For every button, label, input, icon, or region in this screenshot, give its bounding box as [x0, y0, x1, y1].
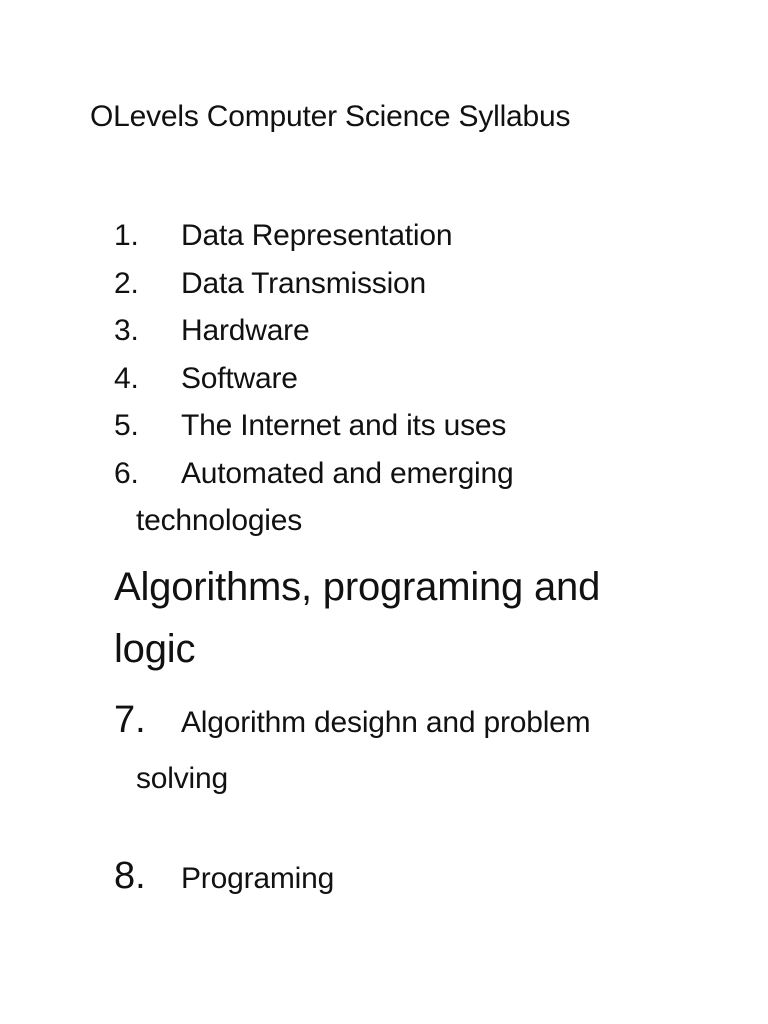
- section-heading: [114, 556, 674, 680]
- list-item: [114, 850, 674, 910]
- list-item-number: 3.: [114, 314, 139, 347]
- list-item: [114, 307, 674, 355]
- list-item-label: The Internet and its uses: [181, 409, 507, 442]
- list-item: [114, 694, 674, 804]
- list-item-continuation: solving: [136, 762, 228, 795]
- list-item-label: Software: [181, 361, 298, 395]
- list-item: [114, 212, 674, 260]
- list-item: [114, 450, 674, 498]
- list-item-label: Data Transmission: [181, 266, 427, 300]
- list-item: [114, 355, 674, 403]
- section-heading-line: Algorithms, programing and: [114, 565, 601, 609]
- list-item: [114, 260, 674, 308]
- list-item: [114, 402, 674, 450]
- list-item-number: 4.: [114, 361, 139, 395]
- list-item-label: Automated and emerging: [181, 456, 514, 490]
- list-item-label: Programing: [181, 862, 335, 895]
- section-heading-line: logic: [114, 627, 196, 671]
- topic-list: [114, 212, 674, 545]
- list-item-label: Data Representation: [181, 219, 453, 252]
- list-item-number: 1.: [114, 219, 139, 252]
- document-title: OLevels Computer Science Syllabus: [90, 100, 571, 133]
- list-item-label: Hardware: [181, 314, 310, 347]
- list-item-number: 2.: [114, 266, 139, 300]
- list-item-number: 5.: [114, 409, 139, 442]
- list-item-label: Algorithm desighn and problem: [181, 706, 591, 739]
- list-item-number: 7.: [114, 699, 146, 741]
- list-item-number: 8.: [114, 855, 146, 897]
- list-item-continuation: technologies: [136, 504, 303, 537]
- list-item-number: 6.: [114, 456, 139, 490]
